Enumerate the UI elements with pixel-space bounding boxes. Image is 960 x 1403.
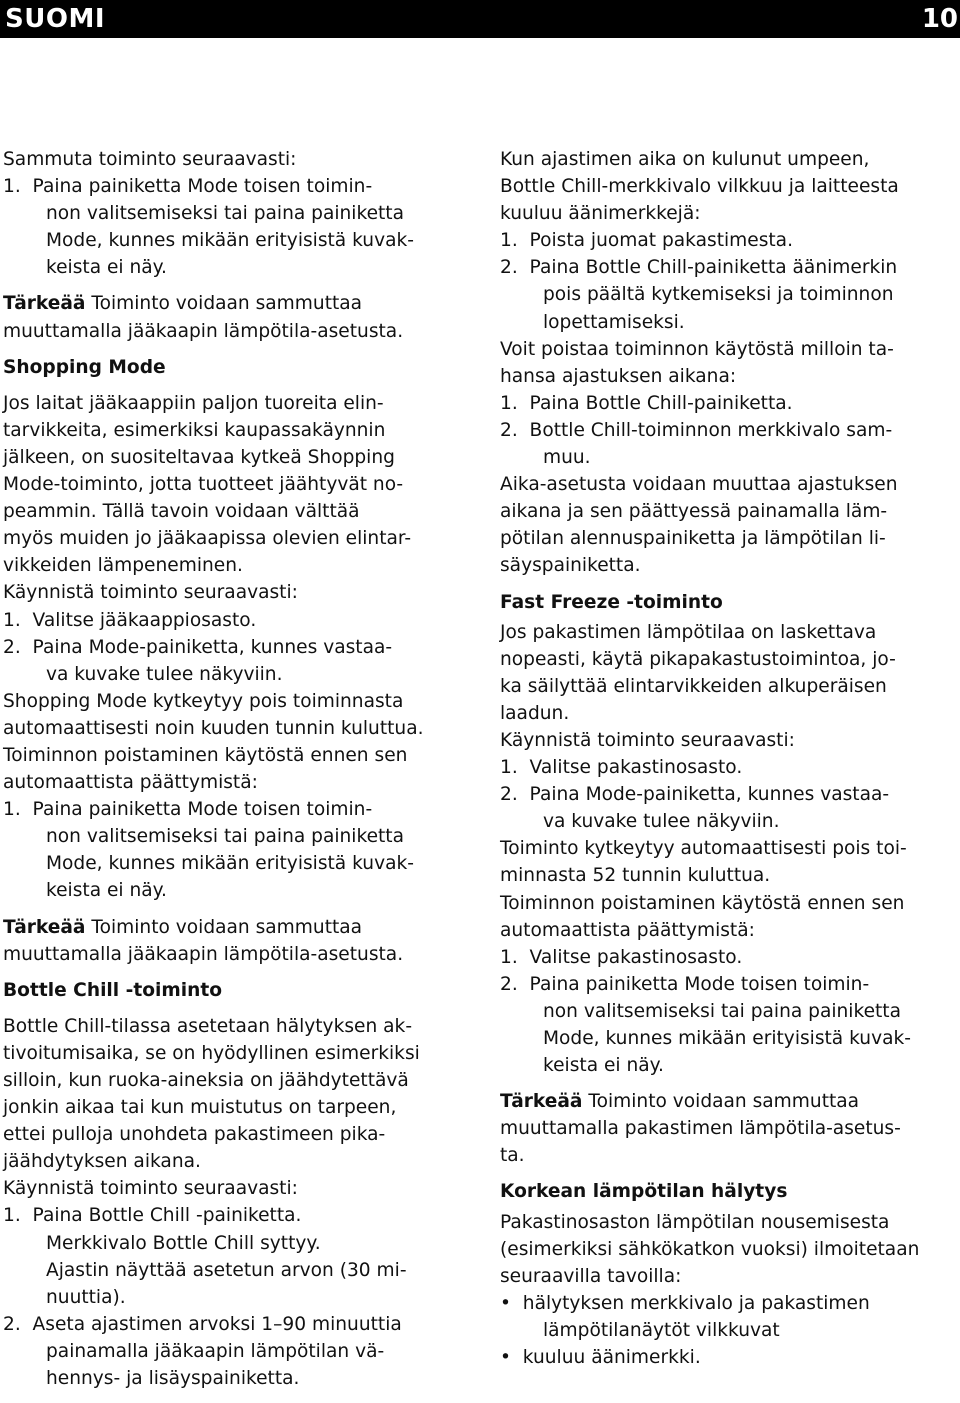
paragraph-line: laadun. (500, 702, 570, 724)
paragraph-line: jäähdytyksen aikana. (3, 1151, 201, 1173)
paragraph-line: silloin, kun ruoka-aineksia on jäähdytettävä (3, 1070, 409, 1091)
left-column (3, 146, 463, 1392)
section-heading-bottle-chill: Bottle Chill -toiminto (3, 979, 223, 1001)
list-item-1: 1. Valitse jääkaappiosasto. (3, 609, 257, 631)
list-item-continuation: Mode, kunnes mikään erityisistä kuvak- (543, 1028, 911, 1049)
page-number: 10 (921, 4, 958, 34)
paragraph-line: Shopping Mode kytkeytyy pois toiminnasta (3, 690, 404, 712)
note-text: Toiminto voidaan sammuttaa (582, 1091, 860, 1113)
note-label: Tärkeää (3, 293, 86, 315)
list-item-2: 2. Aseta ajastimen arvoksi 1–90 minuuttia (3, 1313, 402, 1335)
list-item-continuation: pois päältä kytkemiseksi ja toiminnon (543, 284, 894, 306)
paragraph-line: ettei pulloja unohdeta pakastimeen pika- (3, 1124, 386, 1146)
list-item-continuation: non valitsemiseksi tai paina painiketta (46, 203, 404, 225)
paragraph-line: automaattista päättymistä: (3, 772, 258, 794)
paragraph-line: (esimerkiksi sähkökatkon vuoksi) ilmoitetaan (500, 1238, 920, 1260)
list-item-continuation: non valitsemiseksi tai paina painiketta (46, 826, 404, 848)
note-line: muuttamalla jääkaapin lämpötila-asetusta. (3, 943, 404, 965)
bullet-item-continuation: lämpötilanäytöt vilkkuvat (543, 1319, 780, 1341)
list-item-1: 1. Valitse pakastinosasto. (500, 946, 743, 968)
paragraph-line: Aika-asetusta voidaan muuttaa ajastuksen (500, 474, 898, 496)
list-item-2: 2. Paina painiketta Mode toisen toimin- (500, 973, 870, 995)
paragraph-line: Käynnistä toiminto seuraavasti: (3, 1178, 298, 1200)
bullet-item: • hälytyksen merkkivalo ja pakastimen (500, 1292, 870, 1314)
list-item-continuation: keista ei näy. (46, 880, 167, 902)
paragraph-line: jälkeen, on suositeltavaa kytkeä Shopping (3, 446, 395, 468)
paragraph-line: Jos pakastimen lämpötilaa on laskettava (500, 621, 877, 643)
paragraph-line: Bottle Chill-merkkivalo vilkkuu ja laitteesta (500, 176, 899, 198)
list-item-1: 1. Paina painiketta Mode toisen toimin- (3, 176, 373, 198)
list-item-1: 1. Poista juomat pakastimesta. (500, 230, 793, 252)
paragraph-line: automaattisesti noin kuuden tunnin kuluttua. (3, 717, 424, 739)
list-item-2: 2. Paina Bottle Chill-painiketta äänimerkin (500, 257, 898, 279)
section-heading-fast-freeze: Fast Freeze -toiminto (500, 591, 723, 613)
paragraph-line: kuuluu äänimerkkejä: (500, 203, 701, 225)
paragraph-line: ka säilyttää elintarvikkeiden alkuperäisen (500, 675, 887, 697)
list-item-2: 2. Paina Mode-painiketta, kunnes vastaa- (500, 784, 890, 806)
list-item-continuation: hennys- ja lisäyspainiketta. (46, 1368, 300, 1390)
language-label: SUOMI (5, 4, 105, 34)
paragraph-line: säyspainiketta. (500, 555, 641, 577)
list-item-1: 1. Paina painiketta Mode toisen toimin- (3, 799, 373, 821)
note-line: ta. (500, 1145, 525, 1167)
note-line (500, 1088, 958, 1115)
note-line: muuttamalla pakastimen lämpötila-asetus- (500, 1118, 901, 1140)
note-text: Toiminto voidaan sammuttaa (85, 916, 363, 938)
paragraph-line: jonkin aikaa tai kun muistutus on tarpeen, (3, 1097, 397, 1119)
paragraph-line: vikkeiden lämpeneminen. (3, 555, 243, 577)
list-item-continuation: Mode, kunnes mikään erityisistä kuvak- (46, 230, 414, 252)
bullet-item: • kuuluu äänimerkki. (500, 1347, 701, 1369)
list-item-1: 1. Paina Bottle Chill -painiketta. (3, 1205, 302, 1227)
paragraph-line: seuraavilla tavoilla: (500, 1265, 682, 1287)
paragraph-line: minnasta 52 tunnin kuluttua. (500, 865, 771, 887)
list-item-continuation: keista ei näy. (46, 257, 167, 279)
note-line: muuttamalla jääkaapin lämpötila-asetusta. (3, 320, 404, 342)
paragraph-line: nopeasti, käytä pikapakastustoimintoa, jo- (500, 648, 896, 670)
paragraph-line: peammin. Tällä tavoin voidaan välttää (3, 501, 360, 523)
list-item-continuation: muu. (543, 447, 591, 469)
page-header (0, 0, 960, 38)
section-heading-shopping-mode: Shopping Mode (3, 356, 166, 378)
list-item-continuation: Ajastin näyttää asetetun arvon (30 mi- (46, 1259, 407, 1281)
list-item-1: 1. Valitse pakastinosasto. (500, 757, 743, 779)
list-item-2: 2. Paina Mode-painiketta, kunnes vastaa- (3, 636, 393, 658)
list-item-continuation: keista ei näy. (543, 1055, 664, 1077)
paragraph-line: Pakastinosaston lämpötilan nousemisesta (500, 1211, 890, 1233)
paragraph-line: Toiminto kytkeytyy automaattisesti pois toi- (500, 838, 907, 860)
list-item-1: 1. Paina Bottle Chill-painiketta. (500, 392, 793, 414)
paragraph-line: automaattista päättymistä: (500, 919, 755, 941)
note-label: Tärkeää (500, 1091, 583, 1113)
paragraph-line: aikana ja sen päättyessä painamalla läm- (500, 501, 888, 523)
paragraph-line: Mode-toiminto, jotta tuotteet jäähtyvät no- (3, 474, 404, 496)
paragraph-line: Kun ajastimen aika on kulunut umpeen, (500, 149, 870, 170)
note-text: Toiminto voidaan sammuttaa (85, 293, 363, 315)
note-line (3, 290, 463, 317)
list-item-continuation: va kuvake tulee näkyviin. (543, 811, 780, 833)
note-line (3, 914, 463, 941)
paragraph-line: Käynnistä toiminto seuraavasti: (3, 582, 298, 604)
paragraph-line: myös muiden jo jääkaapissa olevien elintar- (3, 528, 412, 550)
list-item-continuation: painamalla jääkaapin lämpötilan vä- (46, 1340, 385, 1362)
list-item-continuation: Merkkivalo Bottle Chill syttyy. (46, 1232, 321, 1254)
paragraph-line: pötilan alennuspainiketta ja lämpötilan li- (500, 528, 886, 550)
note-label: Tärkeää (3, 916, 86, 938)
list-item-continuation: va kuvake tulee näkyviin. (46, 663, 283, 685)
paragraph-line: Käynnistä toiminto seuraavasti: (500, 729, 795, 751)
paragraph-line: hansa ajastuksen aikana: (500, 365, 737, 387)
paragraph-line: Toiminnon poistaminen käytöstä ennen sen (3, 744, 408, 766)
paragraph-line: Bottle Chill-tilassa asetetaan hälytyksen ak- (3, 1015, 413, 1037)
list-item-continuation: nuuttia). (46, 1286, 126, 1308)
right-column (500, 146, 958, 1371)
list-item-continuation: lopettamiseksi. (543, 311, 685, 333)
section-heading-high-temperature-alarm: Korkean lämpötilan hälytys (500, 1181, 788, 1203)
list-item-continuation: non valitsemiseksi tai paina painiketta (543, 1000, 901, 1022)
paragraph-line: Jos laitat jääkaappiin paljon tuoreita elin- (3, 392, 384, 414)
paragraph-line: Toiminnon poistaminen käytöstä ennen sen (500, 892, 905, 914)
paragraph-line: Sammuta toiminto seuraavasti: (3, 149, 297, 170)
list-item-2: 2. Bottle Chill-toiminnon merkkivalo sam- (500, 419, 893, 441)
list-item-continuation: Mode, kunnes mikään erityisistä kuvak- (46, 853, 414, 875)
paragraph-line: tivoitumisaika, se on hyödyllinen esimerkiksi (3, 1042, 420, 1064)
paragraph-line: Voit poistaa toiminnon käytöstä milloin ta- (500, 338, 894, 360)
paragraph-line: tarvikkeita, esimerkiksi kaupassakäynnin (3, 419, 386, 441)
